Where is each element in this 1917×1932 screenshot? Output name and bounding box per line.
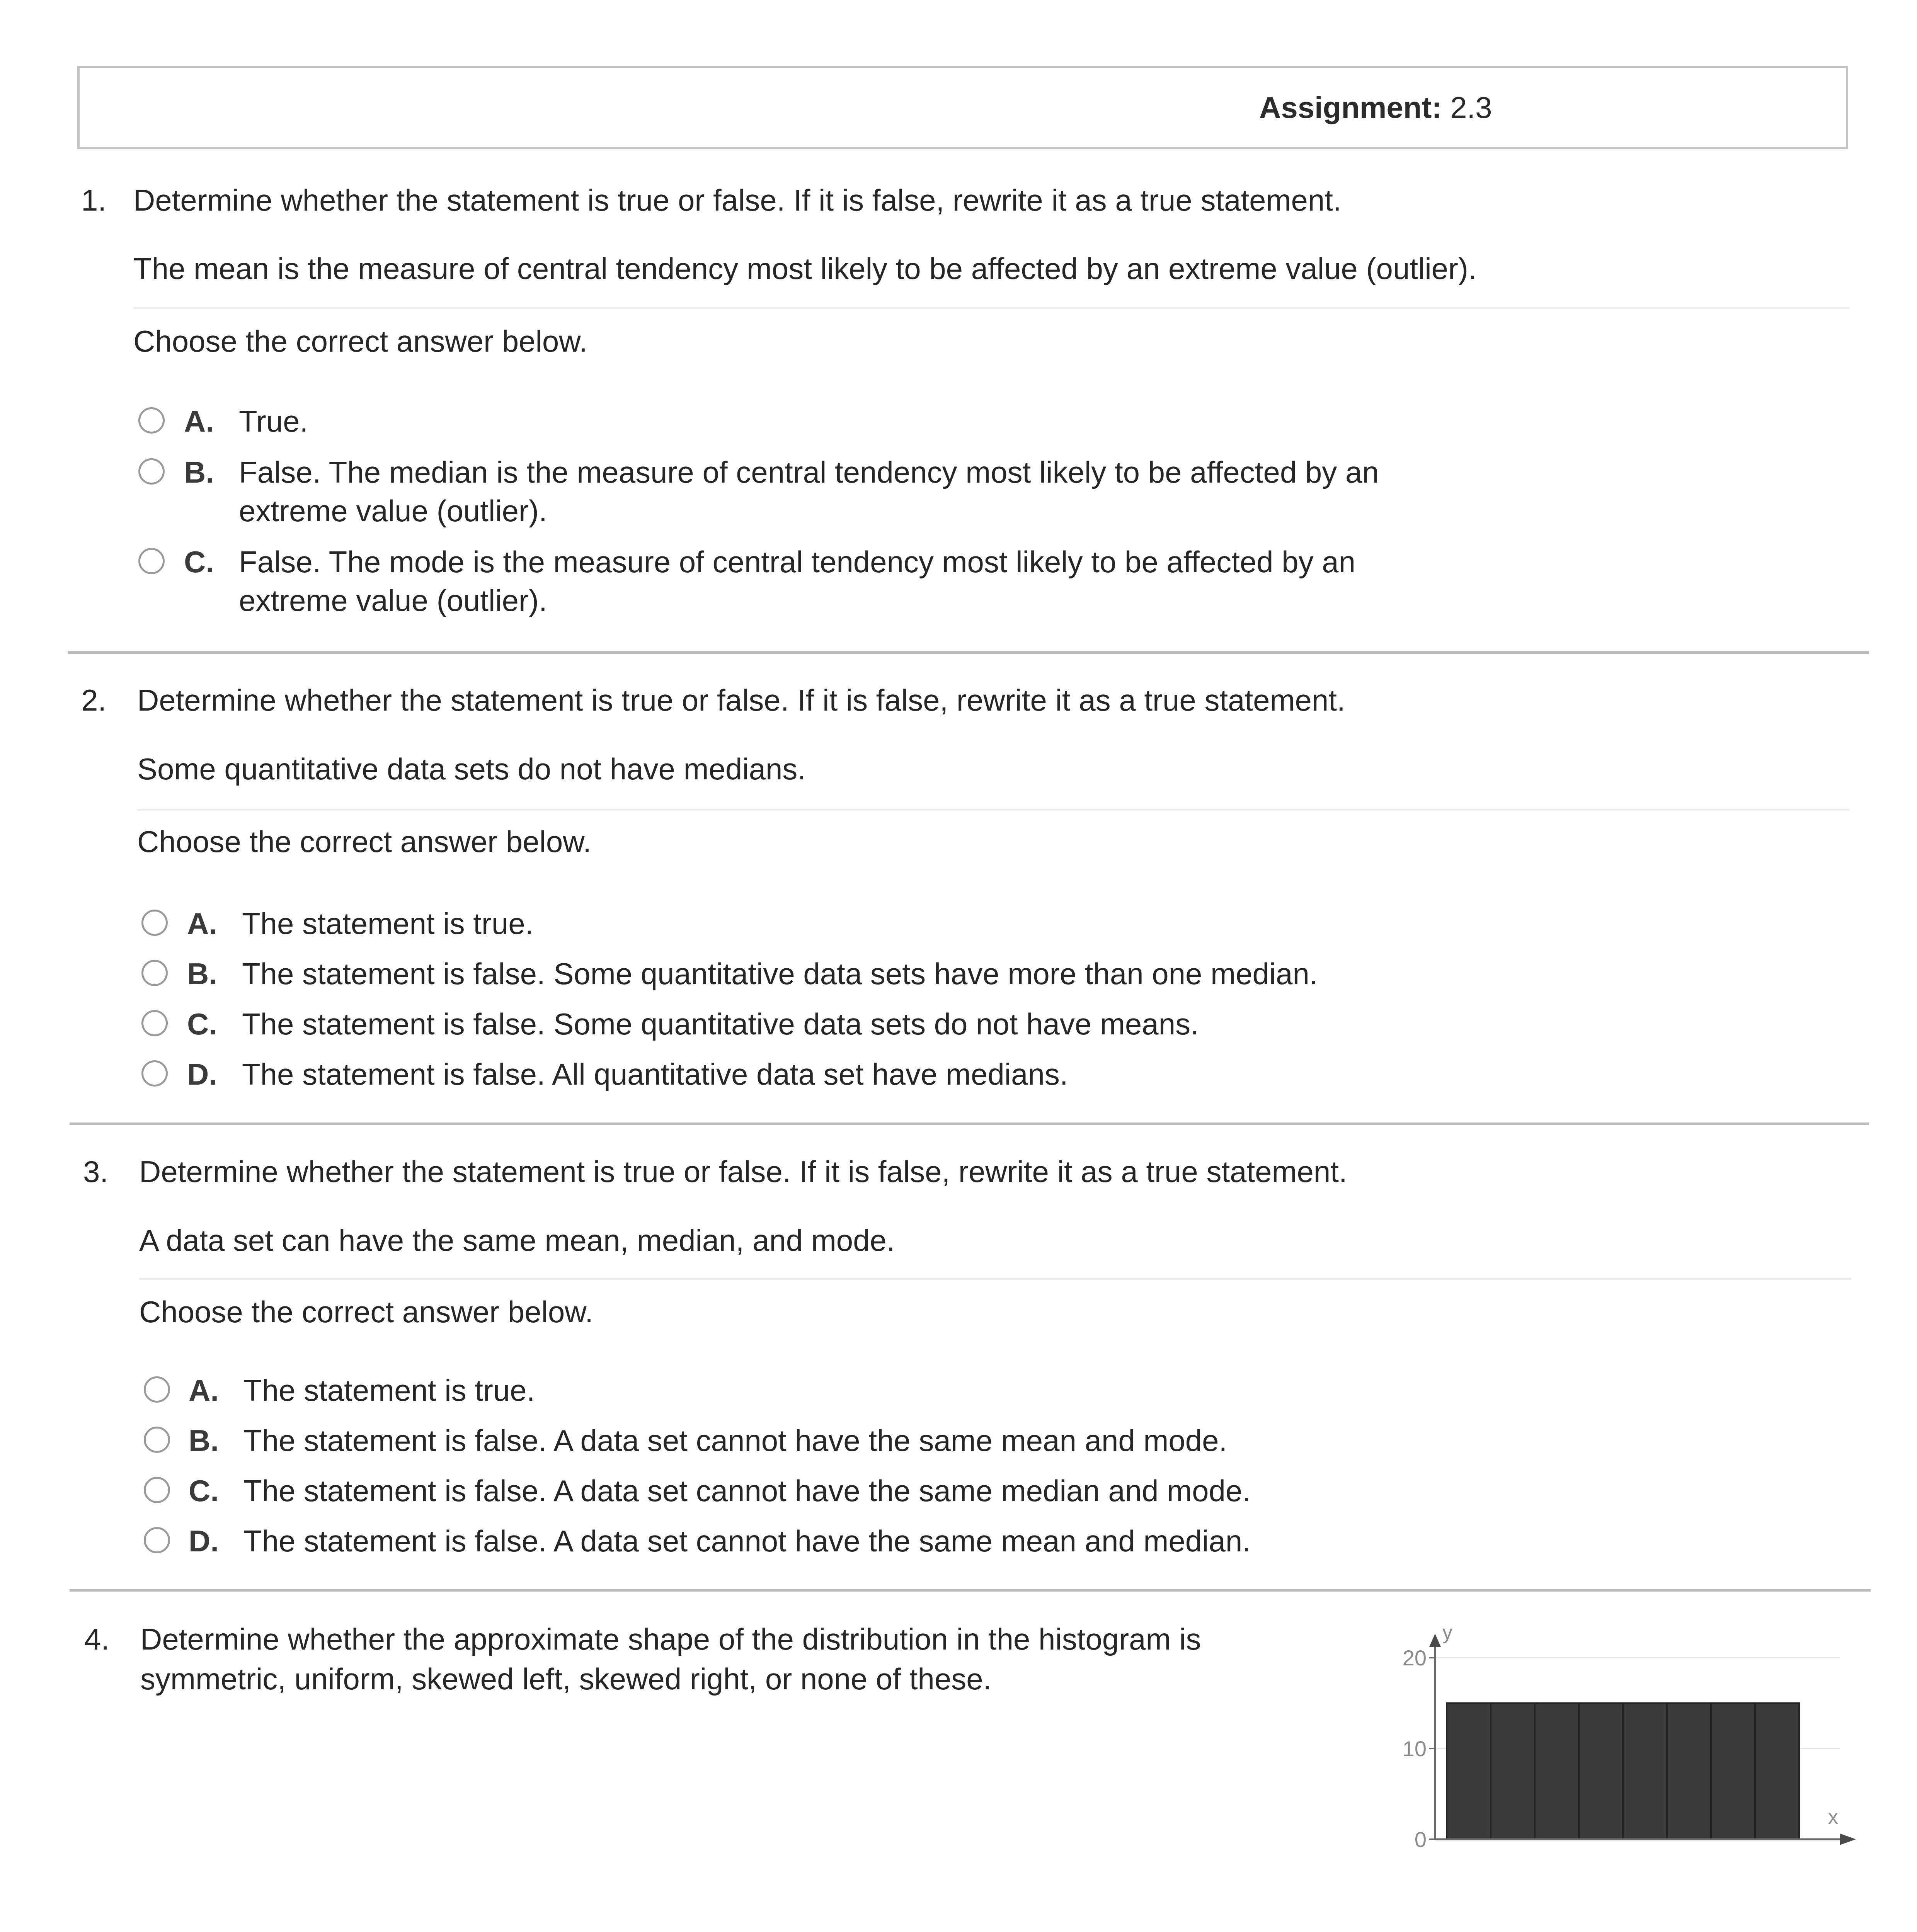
divider bbox=[133, 307, 1849, 309]
radio-button[interactable] bbox=[141, 960, 168, 986]
question-prompt: Determine whether the statement is true or false. If it is false, rewrite it as a true statement. bbox=[133, 183, 1342, 217]
question-statement: Some quantitative data sets do not have medians. bbox=[137, 752, 806, 786]
option-letter: A. bbox=[184, 404, 214, 438]
option-letter: B. bbox=[184, 455, 214, 489]
histogram-bar bbox=[1711, 1703, 1755, 1840]
x-axis-label: x bbox=[1828, 1806, 1838, 1828]
question-divider bbox=[70, 1122, 1869, 1125]
option-letter: C. bbox=[187, 1007, 217, 1041]
assignment-value: 2.3 bbox=[1450, 90, 1492, 124]
radio-button[interactable] bbox=[144, 1527, 170, 1553]
question-instruction: Choose the correct answer below. bbox=[139, 1295, 593, 1329]
question-prompt: Determine whether the statement is true or false. If it is false, rewrite it as a true statement. bbox=[137, 683, 1345, 717]
option-letter: B. bbox=[187, 957, 217, 991]
histogram-bar bbox=[1491, 1703, 1535, 1840]
question-statement: A data set can have the same mean, median, and mode. bbox=[139, 1223, 895, 1257]
y-axis-arrow bbox=[1429, 1634, 1441, 1647]
option-letter: D. bbox=[189, 1524, 219, 1558]
question-statement: The mean is the measure of central tendency most likely to be affected by an extreme value (outlier). bbox=[133, 252, 1477, 286]
option-letter: C. bbox=[184, 545, 214, 579]
assignment-title bbox=[1259, 88, 1492, 127]
histogram-bar bbox=[1755, 1703, 1799, 1840]
histogram-bar bbox=[1579, 1703, 1623, 1840]
divider bbox=[137, 809, 1849, 811]
option-text: The statement is false. A data set cannot have the same mean and median. bbox=[243, 1524, 1251, 1558]
option-text: True. bbox=[239, 404, 308, 438]
radio-button[interactable] bbox=[138, 458, 165, 485]
question-number: 4. bbox=[84, 1622, 110, 1656]
option-letter: D. bbox=[187, 1057, 217, 1091]
radio-button[interactable] bbox=[141, 910, 168, 936]
divider bbox=[139, 1278, 1851, 1280]
histogram-bars bbox=[1447, 1703, 1799, 1840]
radio-button[interactable] bbox=[144, 1477, 170, 1503]
radio-button[interactable] bbox=[138, 407, 165, 434]
y-tick-label: 10 bbox=[1402, 1736, 1427, 1761]
question-number: 2. bbox=[81, 683, 107, 717]
assignment-label: Assignment: bbox=[1259, 90, 1442, 124]
question-instruction: Choose the correct answer below. bbox=[137, 825, 591, 859]
option-text: The statement is false. Some quantitative data sets have more than one median. bbox=[242, 957, 1318, 991]
histogram-chart bbox=[1360, 1623, 1863, 1862]
question-number: 1. bbox=[81, 183, 107, 217]
option-letter: C. bbox=[189, 1474, 219, 1508]
option-text: The statement is false. A data set cannot have the same mean and mode. bbox=[243, 1423, 1227, 1458]
x-axis-arrow bbox=[1840, 1833, 1856, 1845]
option-text: The statement is true. bbox=[242, 906, 534, 940]
option-text-continued: extreme value (outlier). bbox=[239, 494, 547, 528]
option-letter: A. bbox=[189, 1373, 219, 1407]
histogram-bar bbox=[1623, 1703, 1667, 1840]
y-tick-label: 0 bbox=[1414, 1827, 1427, 1852]
question-prompt: Determine whether the approximate shape of the distribution in the histogram is bbox=[140, 1622, 1201, 1656]
y-tick-label: 20 bbox=[1402, 1646, 1427, 1670]
histogram-bar bbox=[1535, 1703, 1579, 1840]
question-divider bbox=[70, 1589, 1871, 1592]
option-text-continued: extreme value (outlier). bbox=[239, 583, 547, 617]
question-divider bbox=[68, 651, 1869, 654]
question-number: 3. bbox=[83, 1155, 109, 1189]
option-text: The statement is false. A data set cannot have the same median and mode. bbox=[243, 1474, 1251, 1508]
option-text: The statement is false. All quantitative data set have medians. bbox=[242, 1057, 1068, 1091]
option-letter: B. bbox=[189, 1423, 219, 1458]
histogram-bar bbox=[1667, 1703, 1711, 1840]
histogram-bar bbox=[1447, 1703, 1491, 1840]
radio-button[interactable] bbox=[141, 1060, 168, 1087]
option-text: False. The mode is the measure of central tendency most likely to be affected by an bbox=[239, 545, 1356, 579]
question-prompt: Determine whether the statement is true or false. If it is false, rewrite it as a true statement. bbox=[139, 1155, 1347, 1189]
header-box bbox=[77, 66, 1848, 149]
y-axis-label: y bbox=[1442, 1623, 1452, 1644]
option-text: The statement is true. bbox=[243, 1373, 535, 1407]
question-prompt-continued: symmetric, uniform, skewed left, skewed right, or none of these. bbox=[140, 1662, 992, 1696]
option-text: False. The median is the measure of central tendency most likely to be affected by an bbox=[239, 455, 1379, 489]
radio-button[interactable] bbox=[144, 1376, 170, 1403]
option-letter: A. bbox=[187, 906, 217, 940]
histogram-ticks bbox=[1403, 1646, 1435, 1852]
radio-button[interactable] bbox=[141, 1010, 168, 1036]
radio-button[interactable] bbox=[144, 1427, 170, 1453]
option-text: The statement is false. Some quantitative data sets do not have means. bbox=[242, 1007, 1199, 1041]
question-instruction: Choose the correct answer below. bbox=[133, 324, 587, 358]
radio-button[interactable] bbox=[138, 548, 165, 574]
